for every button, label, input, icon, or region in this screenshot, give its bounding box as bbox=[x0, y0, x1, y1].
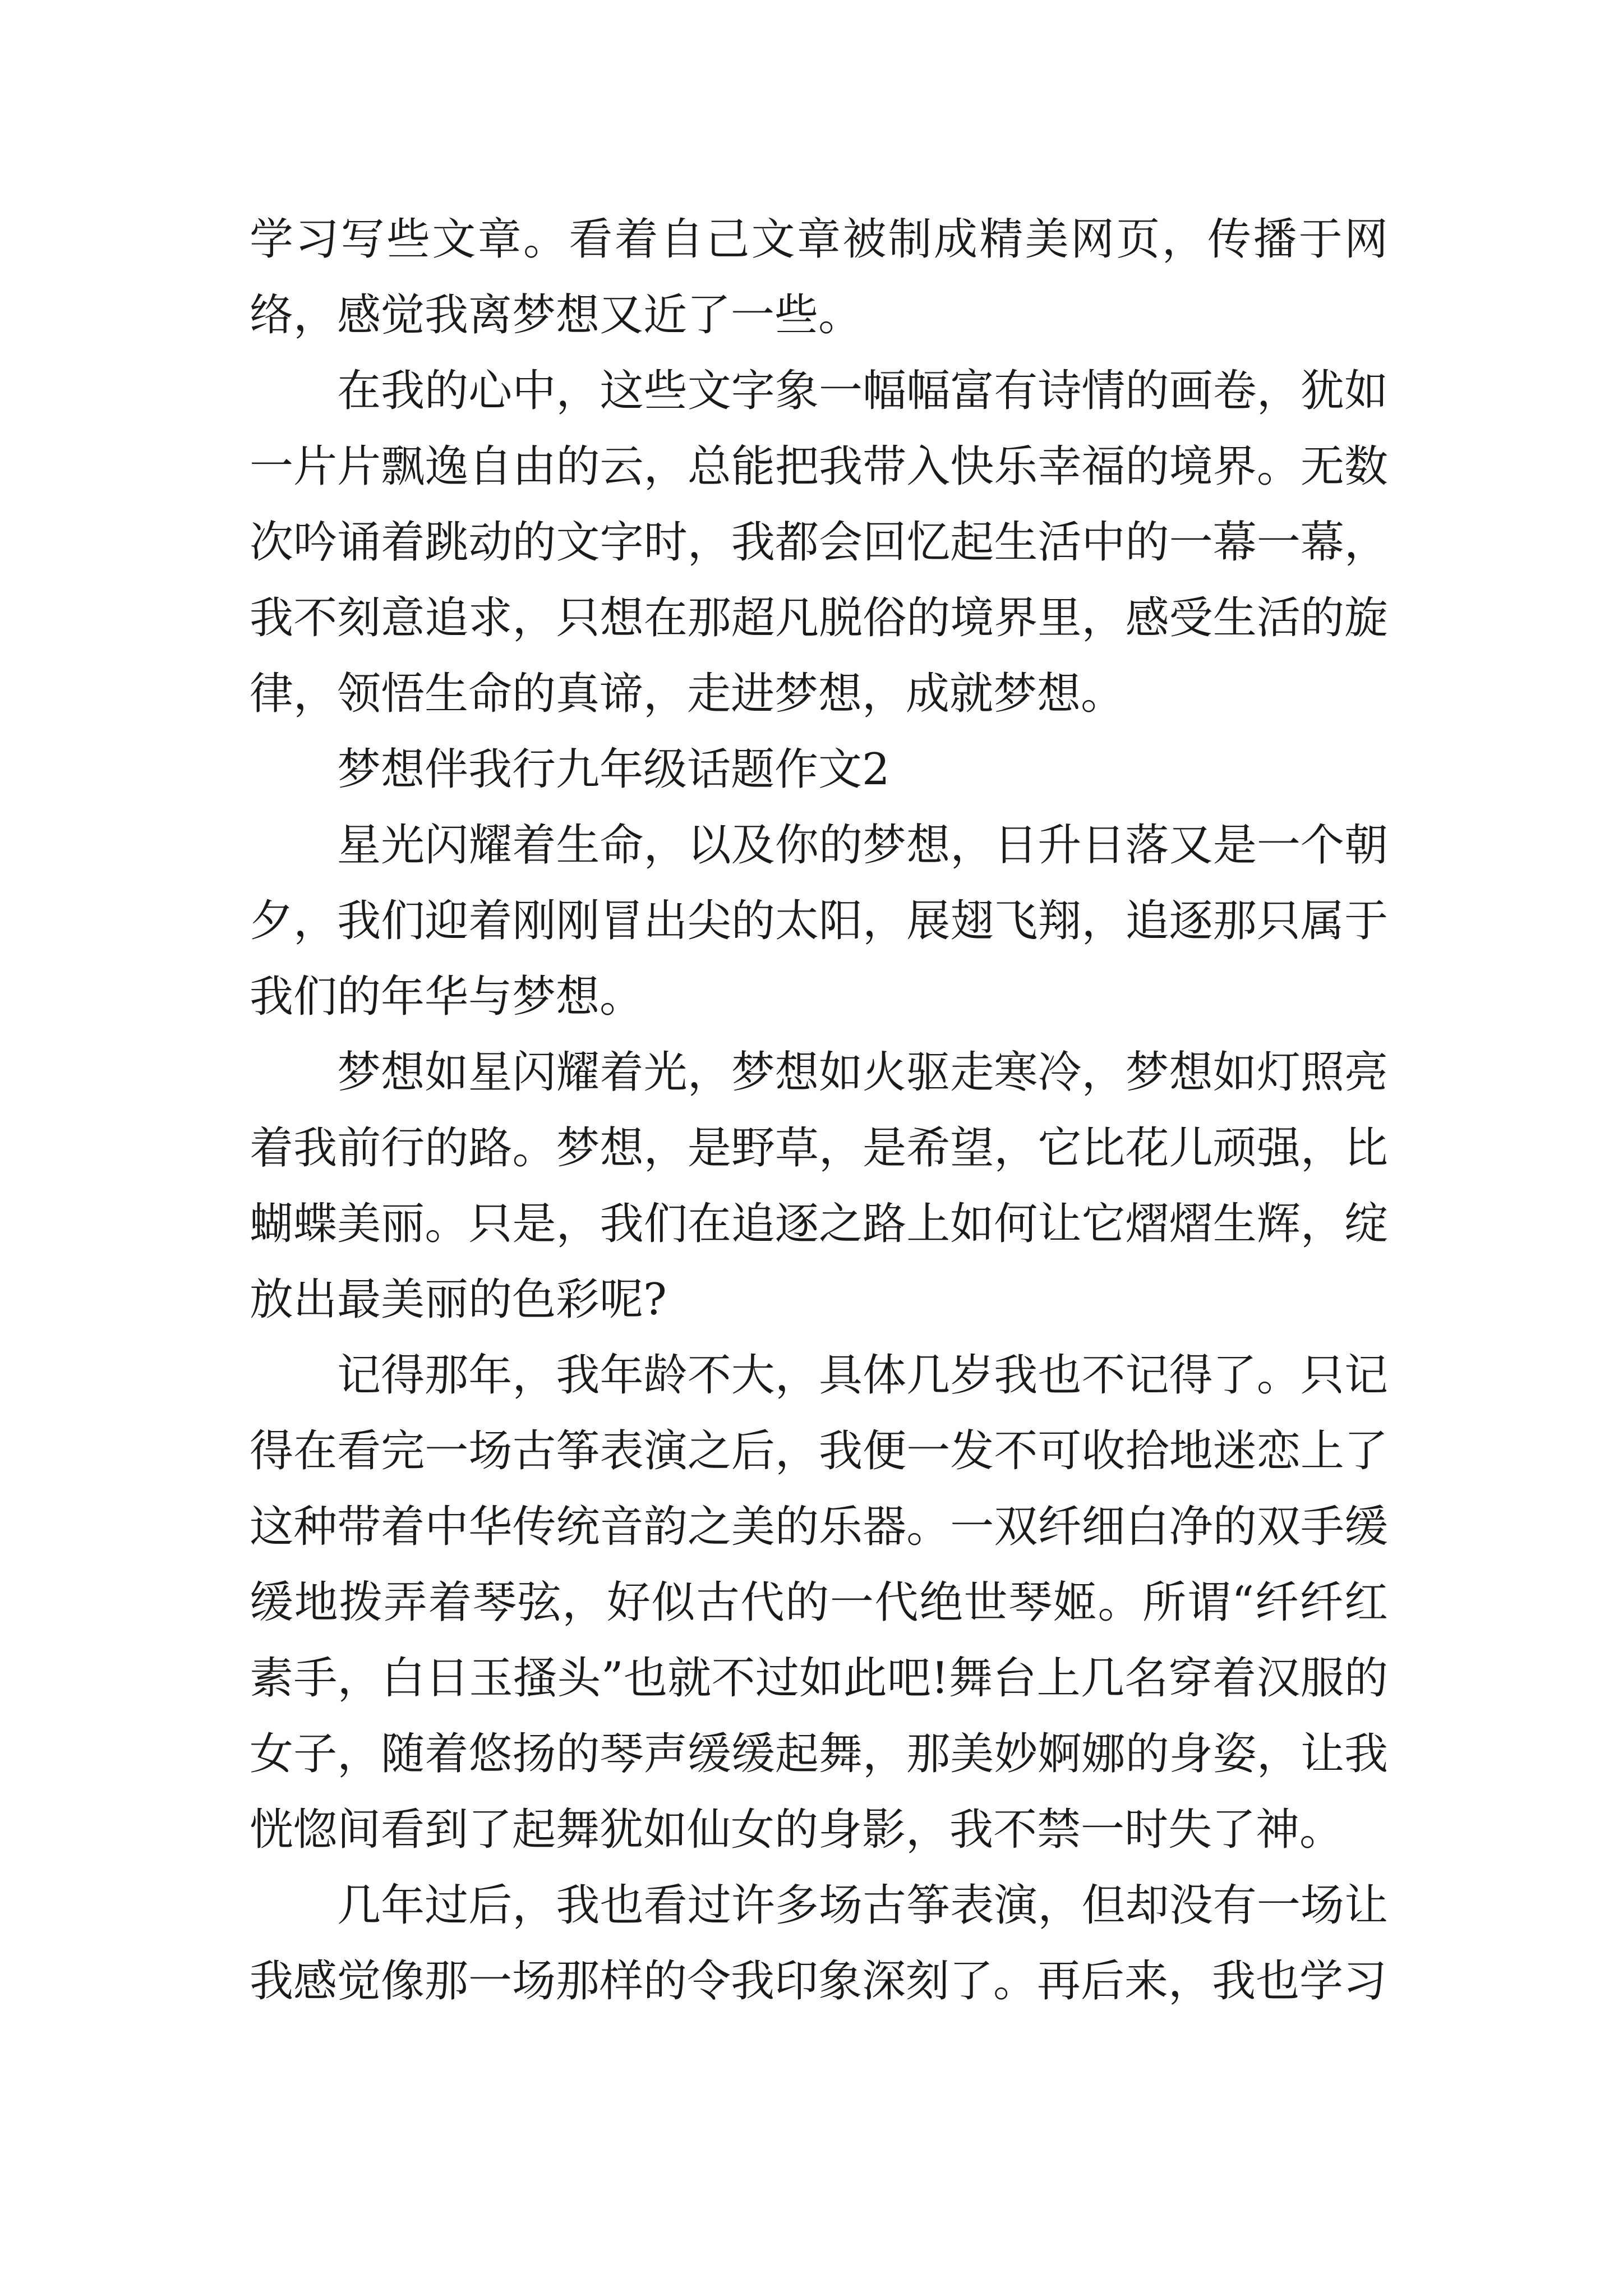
essay-subtitle: 梦想伴我行九年级话题作文2 bbox=[337, 744, 890, 795]
document-body bbox=[250, 202, 1388, 2019]
paragraph-2: 在我的心中，这些文字象一幅幅富有诗情的画卷，犹如一片片飘逸自由的云，总能把我带入快乐幸福的境界。无数次吟诵着跳动的文字时，我都会回忆起生活中的一幕一幕，我不刻意追求，只想在那超凡脱俗的境界里，感受生活的旋律，领悟生命的真谛，走进梦想，成就梦想。 bbox=[250, 366, 1388, 719]
paragraph-1: 学习写些文章。看着自己文章被制成精美网页，传播于网络，感觉我离梦想又近了一些。 bbox=[250, 214, 1388, 341]
paragraph-6: 记得那年，我年龄不大，具体几岁我也不记得了。只记得在看完一场古筝表演之后，我便一发不可收拾地迷恋上了这种带着中华传统音韵之美的乐器。一双纤细白净的双手缓缓地拨弄着琴弦，好似古代的一代绝世琴姬。所谓“纤纤红素手，白日玉搔头”也就不过如此吧!舞台上几名穿着汉服的女子，随着悠扬的琴声缓缓起舞，那美妙婀娜的身姿，让我恍惚间看到了起舞犹如仙女的身影，我不禁一时失了神。 bbox=[250, 1350, 1388, 1855]
paragraph-5: 梦想如星闪耀着光，梦想如火驱走寒冷，梦想如灯照亮着我前行的路。梦想，是野草，是希望，它比花儿顽强，比蝴蝶美丽。只是，我们在追逐之路上如何让它熠熠生辉，绽放出最美丽的色彩呢? bbox=[250, 1047, 1388, 1325]
paragraph-4: 星光闪耀着生命，以及你的梦想，日升日落又是一个朝夕，我们迎着刚刚冒出尖的太阳，展翅飞翔，追逐那只属于我们的年华与梦想。 bbox=[250, 820, 1388, 1022]
paragraph-7: 几年过后，我也看过许多场古筝表演，但却没有一场让我感觉像那一场那样的令我印象深刻了。再后来，我也学习 bbox=[250, 1880, 1388, 2007]
